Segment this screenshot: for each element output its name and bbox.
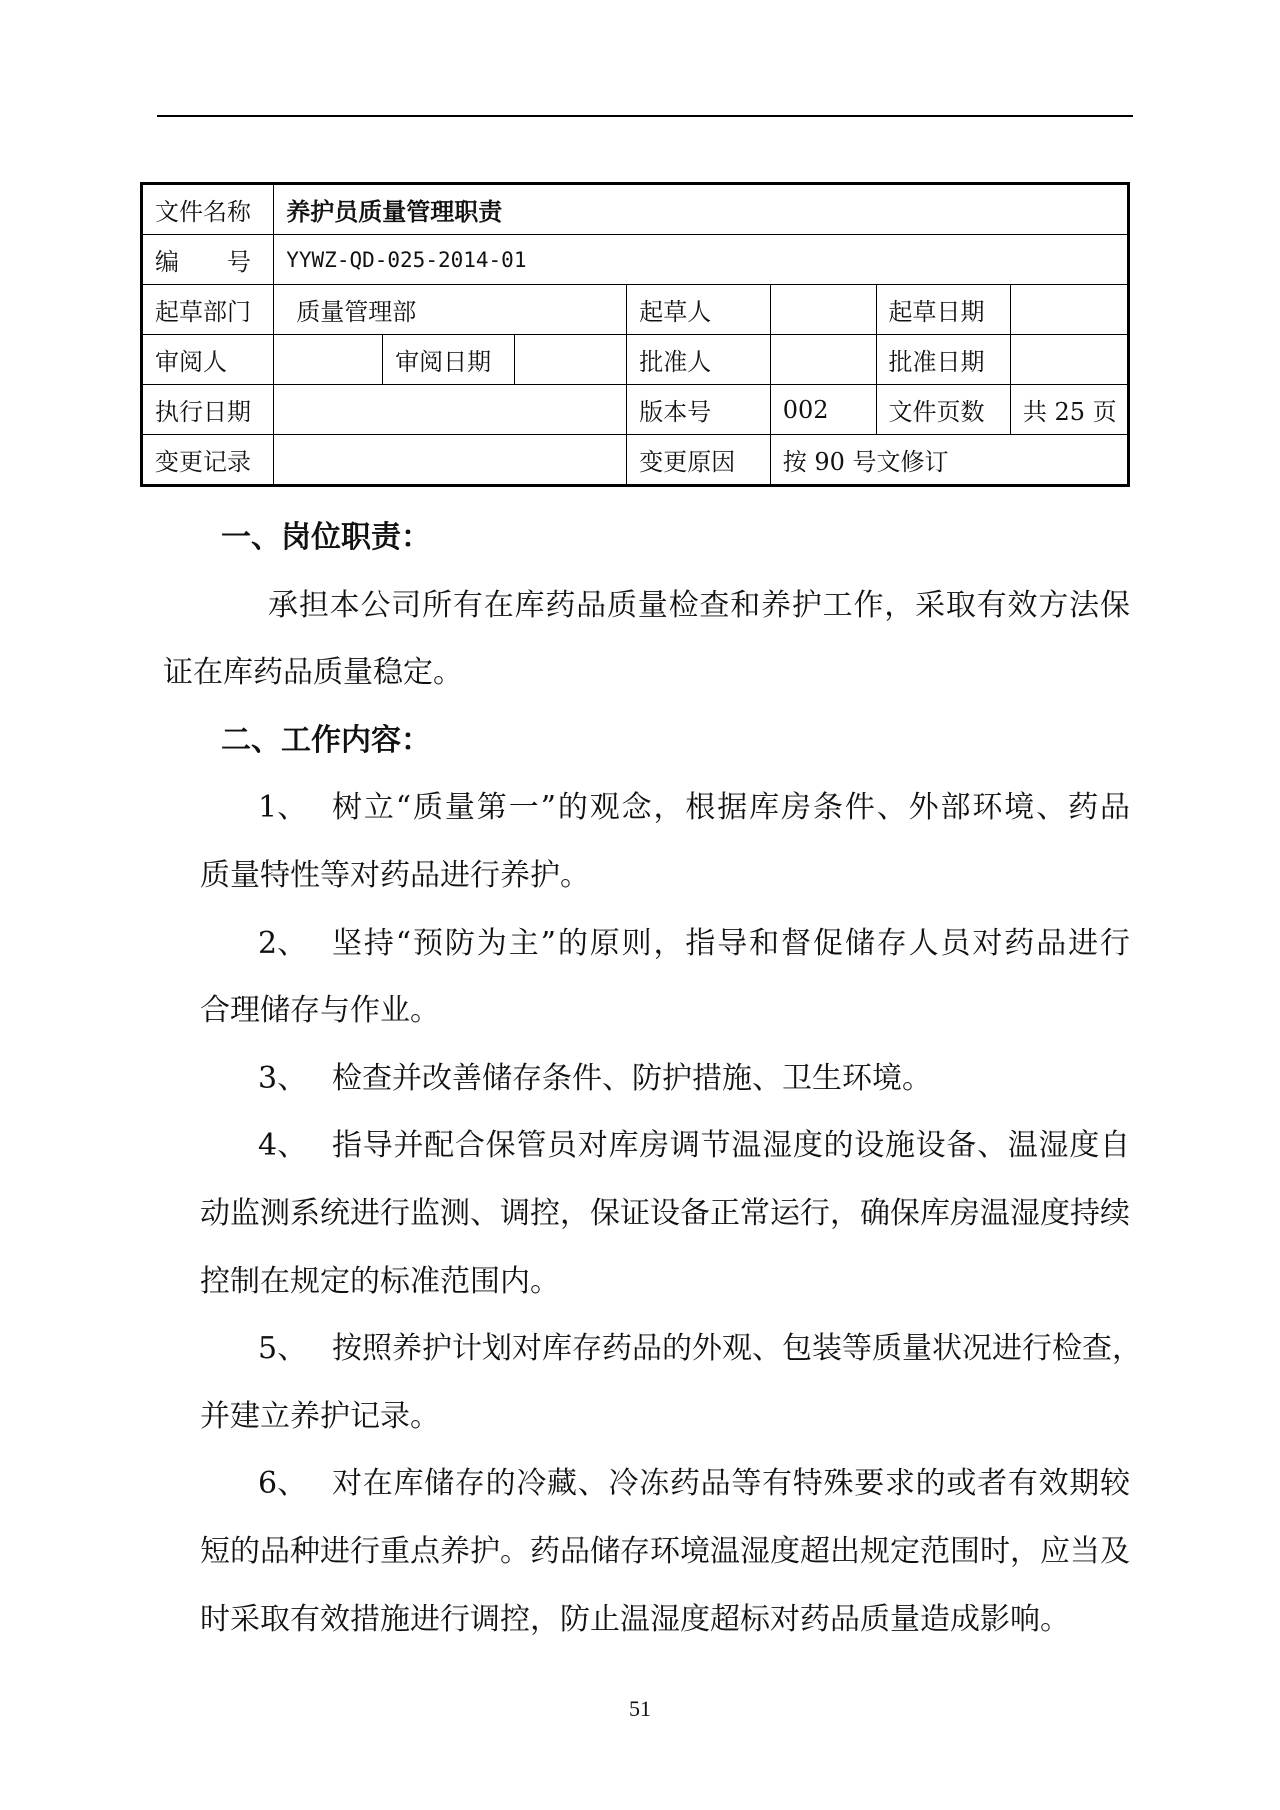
list-item-line: 并建立养护记录。 bbox=[200, 1398, 440, 1434]
label-doc-name: 文件名称 bbox=[142, 184, 274, 235]
label-approve-date: 批准日期 bbox=[876, 335, 1010, 385]
list-number: 4、 bbox=[258, 1128, 308, 1164]
list-item-line: 对在库储存的冷藏、冷冻药品等有特殊要求的或者有效期较 bbox=[332, 1466, 1130, 1502]
label-draft-date: 起草日期 bbox=[876, 285, 1010, 335]
list-number: 3、 bbox=[258, 1060, 308, 1096]
label-change-record: 变更记录 bbox=[142, 435, 274, 486]
list-item-line: 控制在规定的标准范围内。 bbox=[200, 1263, 560, 1299]
list-number: 5、 bbox=[258, 1331, 308, 1367]
version: 002 bbox=[770, 385, 876, 435]
list-number: 1、 bbox=[258, 790, 308, 826]
page-count: 共 25 页 bbox=[1010, 385, 1128, 435]
page-number: 51 bbox=[629, 1696, 651, 1721]
document-info-table bbox=[140, 182, 1130, 487]
list-item-line: 树立“质量第一”的观念，根据库房条件、外部环境、药品 bbox=[332, 790, 1130, 826]
label-reviewer: 审阅人 bbox=[142, 335, 274, 385]
approve-date bbox=[1010, 335, 1128, 385]
change-record bbox=[274, 435, 627, 486]
paragraph-line: 证在库药品质量稳定。 bbox=[163, 655, 463, 691]
label-doc-number: 编 号 bbox=[142, 235, 274, 285]
drafter bbox=[770, 285, 876, 335]
header-rule bbox=[157, 115, 1133, 117]
label-review-date: 审阅日期 bbox=[383, 335, 515, 385]
list-item-line: 动监测系统进行监测、调控，保证设备正常运行，确保库房温湿度持续 bbox=[200, 1196, 1130, 1231]
change-reason: 按 90 号文修订 bbox=[770, 435, 1128, 486]
list-item-line: 坚持“预防为主”的原则，指导和督促储存人员对药品进行 bbox=[332, 925, 1130, 961]
section-heading: 二、工作内容： bbox=[221, 722, 431, 758]
list-item-line: 质量特性等对药品进行养护。 bbox=[200, 858, 590, 893]
label-change-reason: 变更原因 bbox=[627, 435, 770, 486]
label-version: 版本号 bbox=[627, 385, 770, 435]
list-item-line: 合理储存与作业。 bbox=[200, 993, 440, 1029]
list-number: 6、 bbox=[258, 1466, 308, 1502]
list-item-line: 短的品种进行重点养护。药品储存环境温湿度超出规定范围时，应当及 bbox=[200, 1534, 1130, 1569]
list-item-line: 指导并配合保管员对库房调节温湿度的设施设备、温湿度自 bbox=[332, 1128, 1130, 1164]
section-heading: 一、岗位职责： bbox=[221, 520, 431, 555]
doc-name: 养护员质量管理职责 bbox=[274, 184, 1129, 235]
list-item-line: 时采取有效措施进行调控，防止温湿度超标对药品质量造成影响。 bbox=[200, 1601, 1070, 1637]
list-item-line: 检查并改善储存条件、防护措施、卫生环境。 bbox=[332, 1060, 932, 1096]
list-number: 2、 bbox=[258, 925, 308, 961]
label-draft-dept: 起草部门 bbox=[142, 285, 274, 335]
list-item-line: 按照养护计划对库存药品的外观、包装等质量状况进行检查， bbox=[332, 1331, 1142, 1367]
draft-dept: 质量管理部 bbox=[274, 285, 627, 335]
reviewer bbox=[274, 335, 383, 385]
review-date bbox=[515, 335, 627, 385]
label-approver: 批准人 bbox=[627, 335, 770, 385]
label-effective-date: 执行日期 bbox=[142, 385, 274, 435]
draft-date bbox=[1010, 285, 1128, 335]
label-page-count: 文件页数 bbox=[876, 385, 1010, 435]
label-drafter: 起草人 bbox=[627, 285, 770, 335]
effective-date bbox=[274, 385, 627, 435]
approver bbox=[770, 335, 876, 385]
doc-number: YYWZ-QD-025-2014-01 bbox=[274, 235, 1129, 285]
paragraph-line: 承担本公司所有在库药品质量检查和养护工作，采取有效方法保 bbox=[268, 587, 1130, 623]
